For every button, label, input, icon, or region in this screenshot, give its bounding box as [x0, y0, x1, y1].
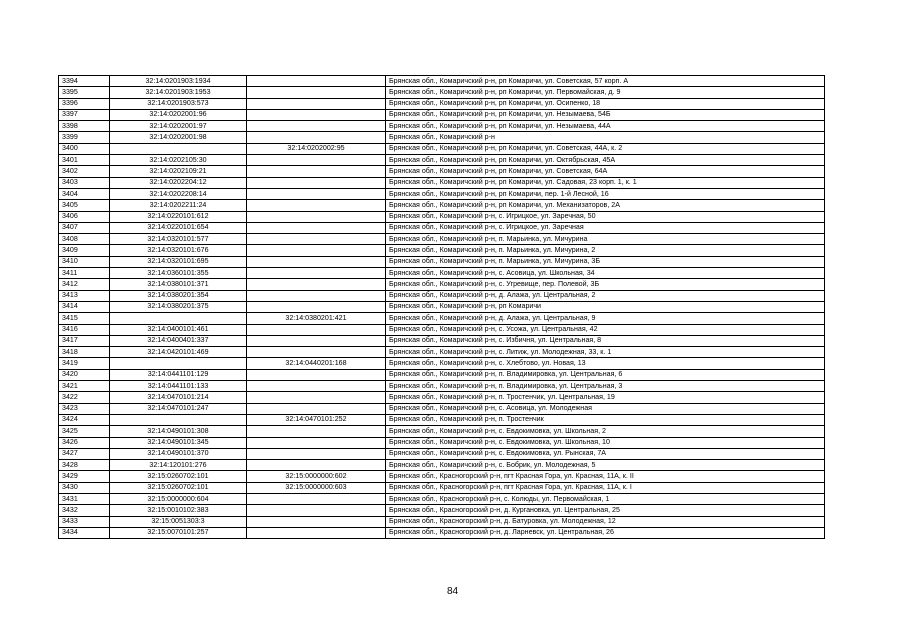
address-cell: Брянская обл., Комаричский р-н, рп Комаричи, пер. 1-й Лесной, 16 — [386, 188, 825, 199]
table-row — [59, 211, 825, 222]
address-cell: Брянская обл., Комаричский р-н, с. Игрицкое, ул. Заречная — [386, 222, 825, 233]
address-cell: Брянская обл., Комаричский р-н, д. Алажа, ул. Центральная, 2 — [386, 290, 825, 301]
table-row — [59, 290, 825, 301]
cadastral-number-2-cell — [247, 381, 386, 392]
cadastral-number-2-cell — [247, 347, 386, 358]
cadastral-number-cell: 32:14:0490101:370 — [110, 448, 247, 459]
row-number-cell: 3425 — [59, 426, 110, 437]
address-cell: Брянская обл., Комаричский р-н, рп Комаричи, ул. Незымаева, 44А — [386, 121, 825, 132]
table-row — [59, 313, 825, 324]
table-row — [59, 200, 825, 211]
cadastral-number-2-cell — [247, 177, 386, 188]
row-number-cell: 3398 — [59, 121, 110, 132]
cadastral-number-2-cell — [247, 109, 386, 120]
cadastral-number-2-cell — [247, 211, 386, 222]
address-cell: Брянская обл., Красногорский р-н, д. Кургановка, ул. Центральная, 25 — [386, 505, 825, 516]
address-cell: Брянская обл., Комаричский р-н, с. Хлебтово, ул. Новая, 13 — [386, 358, 825, 369]
table-row — [59, 166, 825, 177]
table-row — [59, 268, 825, 279]
address-cell: Брянская обл., Комаричский р-н, п. Тростенчик — [386, 414, 825, 425]
table-row — [59, 301, 825, 312]
cadastral-number-cell: 32:14:120101:276 — [110, 460, 247, 471]
address-cell: Брянская обл., Комаричский р-н, с. Усожа, ул. Центральная, 42 — [386, 324, 825, 335]
table-row — [59, 414, 825, 425]
table-row — [59, 98, 825, 109]
cadastral-number-cell: 32:14:0380101:371 — [110, 279, 247, 290]
cadastral-number-cell: 32:14:0470101:247 — [110, 403, 247, 414]
cadastral-number-cell: 32:14:0202211:24 — [110, 200, 247, 211]
table-row — [59, 505, 825, 516]
address-cell: Брянская обл., Комаричский р-н, рп Комаричи, ул. Осипенко, 18 — [386, 98, 825, 109]
address-cell: Брянская обл., Комаричский р-н — [386, 132, 825, 143]
cadastral-number-cell: 32:14:0202208:14 — [110, 188, 247, 199]
row-number-cell: 3395 — [59, 87, 110, 98]
address-cell: Брянская обл., Комаричский р-н, с. Евдокимовка, ул. Школьная, 10 — [386, 437, 825, 448]
page-number: 84 — [446, 586, 459, 597]
row-number-cell: 3432 — [59, 505, 110, 516]
row-number-cell: 3412 — [59, 279, 110, 290]
row-number-cell: 3422 — [59, 392, 110, 403]
address-cell: Брянская обл., Комаричский р-н, рп Комаричи, ул. Садовая, 23 корп. 1, к. 1 — [386, 177, 825, 188]
cadastral-number-2-cell: 32:15:0000000:603 — [247, 482, 386, 493]
table-row — [59, 132, 825, 143]
row-number-cell: 3400 — [59, 143, 110, 154]
cadastral-number-2-cell — [247, 98, 386, 109]
cadastral-number-2-cell — [247, 335, 386, 346]
row-number-cell: 3421 — [59, 381, 110, 392]
address-cell: Брянская обл., Комаричский р-н, рп Комаричи — [386, 301, 825, 312]
cadastral-number-2-cell — [247, 301, 386, 312]
row-number-cell: 3428 — [59, 460, 110, 471]
table-row — [59, 245, 825, 256]
table-row — [59, 493, 825, 504]
cadastral-number-2-cell — [247, 76, 386, 87]
table-row — [59, 516, 825, 527]
cadastral-number-2-cell: 32:14:0440201:168 — [247, 358, 386, 369]
cadastral-number-cell: 32:14:0202001:96 — [110, 109, 247, 120]
row-number-cell: 3401 — [59, 155, 110, 166]
address-cell: Брянская обл., Красногорский р-н, пгт Красная Гора, ул. Красная, 11А, к. II — [386, 471, 825, 482]
address-cell: Брянская обл., Комаричский р-н, п. Марьинка, ул. Мичурина, 2 — [386, 245, 825, 256]
row-number-cell: 3402 — [59, 166, 110, 177]
table-row — [59, 121, 825, 132]
cadastral-number-cell: 32:14:0400101:461 — [110, 324, 247, 335]
address-cell: Брянская обл., Комаричский р-н, п. Владимировка, ул. Центральная, 6 — [386, 369, 825, 380]
table-row — [59, 222, 825, 233]
cadastral-number-2-cell — [247, 256, 386, 267]
table-row — [59, 155, 825, 166]
row-number-cell: 3403 — [59, 177, 110, 188]
table-row — [59, 177, 825, 188]
row-number-cell: 3410 — [59, 256, 110, 267]
cadastral-number-2-cell: 32:14:0202002:95 — [247, 143, 386, 154]
table-row — [59, 76, 825, 87]
cadastral-number-cell: 32:14:0320101:577 — [110, 234, 247, 245]
table-row — [59, 87, 825, 98]
table-row — [59, 324, 825, 335]
row-number-cell: 3397 — [59, 109, 110, 120]
address-cell: Брянская обл., Комаричский р-н, с. Литиж, ул. Молодежная, 33, к. 1 — [386, 347, 825, 358]
cadastral-number-cell — [110, 313, 247, 324]
cadastral-number-2-cell — [247, 392, 386, 403]
row-number-cell: 3423 — [59, 403, 110, 414]
row-number-cell: 3430 — [59, 482, 110, 493]
cadastral-number-cell: 32:14:0400401:337 — [110, 335, 247, 346]
table-row — [59, 358, 825, 369]
cadastral-number-2-cell — [247, 155, 386, 166]
cadastral-number-cell: 32:15:0070101:257 — [110, 527, 247, 538]
cadastral-number-2-cell — [247, 200, 386, 211]
row-number-cell: 3406 — [59, 211, 110, 222]
table-row — [59, 460, 825, 471]
table-row — [59, 347, 825, 358]
address-cell: Брянская обл., Красногорский р-н, с. Колюды, ул. Первомайская, 1 — [386, 493, 825, 504]
row-number-cell: 3414 — [59, 301, 110, 312]
cadastral-number-2-cell — [247, 324, 386, 335]
row-number-cell: 3408 — [59, 234, 110, 245]
cadastral-number-cell: 32:14:0201903:1934 — [110, 76, 247, 87]
address-cell: Брянская обл., Комаричский р-н, с. Асовица, ул. Молодежная — [386, 403, 825, 414]
row-number-cell: 3409 — [59, 245, 110, 256]
address-cell: Брянская обл., Красногорский р-н, д. Ларневск, ул. Центральная, 26 — [386, 527, 825, 538]
cadastral-number-2-cell — [247, 222, 386, 233]
table-row — [59, 188, 825, 199]
cadastral-number-2-cell — [247, 121, 386, 132]
cadastral-number-cell: 32:14:0320101:695 — [110, 256, 247, 267]
cadastral-number-2-cell — [247, 403, 386, 414]
cadastral-number-2-cell — [247, 460, 386, 471]
cadastral-number-2-cell — [247, 516, 386, 527]
row-number-cell: 3394 — [59, 76, 110, 87]
table-row — [59, 369, 825, 380]
table-row — [59, 426, 825, 437]
cadastral-number-2-cell — [247, 426, 386, 437]
table-row — [59, 143, 825, 154]
cadastral-number-cell: 32:15:0051303:3 — [110, 516, 247, 527]
cadastral-number-cell: 32:14:0201903:573 — [110, 98, 247, 109]
table-row — [59, 527, 825, 538]
cadastral-number-cell — [110, 143, 247, 154]
cadastral-number-cell: 32:14:0202001:98 — [110, 132, 247, 143]
address-cell: Брянская обл., Комаричский р-н, с. Евдокимовка, ул. Школьная, 2 — [386, 426, 825, 437]
table-row — [59, 437, 825, 448]
address-cell: Брянская обл., Комаричский р-н, с. Угревище, пер. Полевой, 3Б — [386, 279, 825, 290]
cadastral-number-cell: 32:15:0000000:604 — [110, 493, 247, 504]
cadastral-number-cell: 32:14:0202105:30 — [110, 155, 247, 166]
cadastral-number-cell: 32:14:0201903:1953 — [110, 87, 247, 98]
row-number-cell: 3413 — [59, 290, 110, 301]
table-row — [59, 381, 825, 392]
address-cell: Брянская обл., Красногорский р-н, пгт Красная Гора, ул. Красная, 11А, к. I — [386, 482, 825, 493]
address-cell: Брянская обл., Красногорский р-н, д. Батуровка, ул. Молодежная, 12 — [386, 516, 825, 527]
row-number-cell: 3424 — [59, 414, 110, 425]
cadastral-number-2-cell — [247, 87, 386, 98]
cadastral-number-2-cell — [247, 493, 386, 504]
cadastral-number-2-cell: 32:14:0470101:252 — [247, 414, 386, 425]
row-number-cell: 3434 — [59, 527, 110, 538]
address-cell: Брянская обл., Комаричский р-н, с. Евдокимовка, ул. Рынская, 7А — [386, 448, 825, 459]
address-cell: Брянская обл., Комаричский р-н, рп Комаричи, ул. Механизаторов, 2А — [386, 200, 825, 211]
row-number-cell: 3399 — [59, 132, 110, 143]
table-row — [59, 256, 825, 267]
row-number-cell: 3427 — [59, 448, 110, 459]
cadastral-number-cell — [110, 414, 247, 425]
cadastral-number-cell: 32:14:0420101:469 — [110, 347, 247, 358]
cadastral-number-cell — [110, 358, 247, 369]
registry-table-body — [59, 76, 825, 539]
row-number-cell: 3405 — [59, 200, 110, 211]
table-row — [59, 109, 825, 120]
address-cell: Брянская обл., Комаричский р-н, рп Комаричи, ул. Октябрьская, 45А — [386, 155, 825, 166]
address-cell: Брянская обл., Комаричский р-н, п. Тростенчик, ул. Центральная, 19 — [386, 392, 825, 403]
row-number-cell: 3420 — [59, 369, 110, 380]
address-cell: Брянская обл., Комаричский р-н, с. Игрицкое, ул. Заречная, 50 — [386, 211, 825, 222]
address-cell: Брянская обл., Комаричский р-н, рп Комаричи, ул. Советская, 57 корп. А — [386, 76, 825, 87]
row-number-cell: 3419 — [59, 358, 110, 369]
address-cell: Брянская обл., Комаричский р-н, рп Комаричи, ул. Первомайская, д. 9 — [386, 87, 825, 98]
cadastral-number-cell: 32:14:0360101:355 — [110, 268, 247, 279]
cadastral-number-cell: 32:14:0490101:345 — [110, 437, 247, 448]
cadastral-number-cell: 32:14:0441101:129 — [110, 369, 247, 380]
address-cell: Брянская обл., Комаричский р-н, п. Марьинка, ул. Мичурина, 3Б — [386, 256, 825, 267]
cadastral-number-cell: 32:14:0380201:354 — [110, 290, 247, 301]
cadastral-number-cell: 32:14:0220101:654 — [110, 222, 247, 233]
row-number-cell: 3417 — [59, 335, 110, 346]
cadastral-number-2-cell — [247, 437, 386, 448]
address-cell: Брянская обл., Комаричский р-н, д. Алажа, ул. Центральная, 9 — [386, 313, 825, 324]
cadastral-number-2-cell — [247, 188, 386, 199]
table-row — [59, 279, 825, 290]
row-number-cell: 3404 — [59, 188, 110, 199]
address-cell: Брянская обл., Комаричский р-н, рп Комаричи, ул. Советская, 44А, к. 2 — [386, 143, 825, 154]
address-cell: Брянская обл., Комаричский р-н, с. Избичня, ул. Центральная, 8 — [386, 335, 825, 346]
row-number-cell: 3418 — [59, 347, 110, 358]
cadastral-number-cell: 32:15:0260702:101 — [110, 482, 247, 493]
table-row — [59, 234, 825, 245]
cadastral-number-2-cell — [247, 448, 386, 459]
table-row — [59, 482, 825, 493]
cadastral-number-2-cell: 32:15:0000000:602 — [247, 471, 386, 482]
row-number-cell: 3416 — [59, 324, 110, 335]
cadastral-number-cell: 32:14:0441101:133 — [110, 381, 247, 392]
cadastral-number-2-cell — [247, 245, 386, 256]
cadastral-number-2-cell — [247, 166, 386, 177]
cadastral-number-2-cell — [247, 132, 386, 143]
row-number-cell: 3429 — [59, 471, 110, 482]
row-number-cell: 3396 — [59, 98, 110, 109]
cadastral-number-cell: 32:14:0220101:612 — [110, 211, 247, 222]
row-number-cell: 3431 — [59, 493, 110, 504]
cadastral-number-2-cell — [247, 369, 386, 380]
cadastral-number-2-cell — [247, 527, 386, 538]
table-row — [59, 403, 825, 414]
cadastral-number-2-cell: 32:14:0380201:421 — [247, 313, 386, 324]
row-number-cell: 3407 — [59, 222, 110, 233]
row-number-cell: 3433 — [59, 516, 110, 527]
cadastral-number-cell: 32:14:0380201:375 — [110, 301, 247, 312]
cadastral-number-cell: 32:14:0202204:12 — [110, 177, 247, 188]
cadastral-number-cell: 32:14:0202109:21 — [110, 166, 247, 177]
row-number-cell: 3415 — [59, 313, 110, 324]
cadastral-number-cell: 32:14:0320101:676 — [110, 245, 247, 256]
cadastral-number-cell: 32:14:0470101:214 — [110, 392, 247, 403]
table-row — [59, 335, 825, 346]
cadastral-number-cell: 32:15:0010102:383 — [110, 505, 247, 516]
registry-table — [58, 75, 825, 539]
cadastral-number-2-cell — [247, 279, 386, 290]
cadastral-number-2-cell — [247, 505, 386, 516]
row-number-cell: 3426 — [59, 437, 110, 448]
row-number-cell: 3411 — [59, 268, 110, 279]
address-cell: Брянская обл., Комаричский р-н, с. Асовица, ул. Школьная, 34 — [386, 268, 825, 279]
address-cell: Брянская обл., Комаричский р-н, рп Комаричи, ул. Советская, 64А — [386, 166, 825, 177]
address-cell: Брянская обл., Комаричский р-н, с. Бобрик, ул. Молодежная, 5 — [386, 460, 825, 471]
cadastral-number-cell: 32:14:0490101:308 — [110, 426, 247, 437]
cadastral-number-cell: 32:14:0202001:97 — [110, 121, 247, 132]
table-row — [59, 392, 825, 403]
address-cell: Брянская обл., Комаричский р-н, рп Комаричи, ул. Незымаева, 54Б — [386, 109, 825, 120]
table-row — [59, 471, 825, 482]
cadastral-number-2-cell — [247, 234, 386, 245]
address-cell: Брянская обл., Комаричский р-н, п. Владимировка, ул. Центральная, 3 — [386, 381, 825, 392]
table-row — [59, 448, 825, 459]
cadastral-number-2-cell — [247, 268, 386, 279]
cadastral-number-2-cell — [247, 290, 386, 301]
address-cell: Брянская обл., Комаричский р-н, п. Марьинка, ул. Мичурина — [386, 234, 825, 245]
cadastral-number-cell: 32:15:0260702:101 — [110, 471, 247, 482]
